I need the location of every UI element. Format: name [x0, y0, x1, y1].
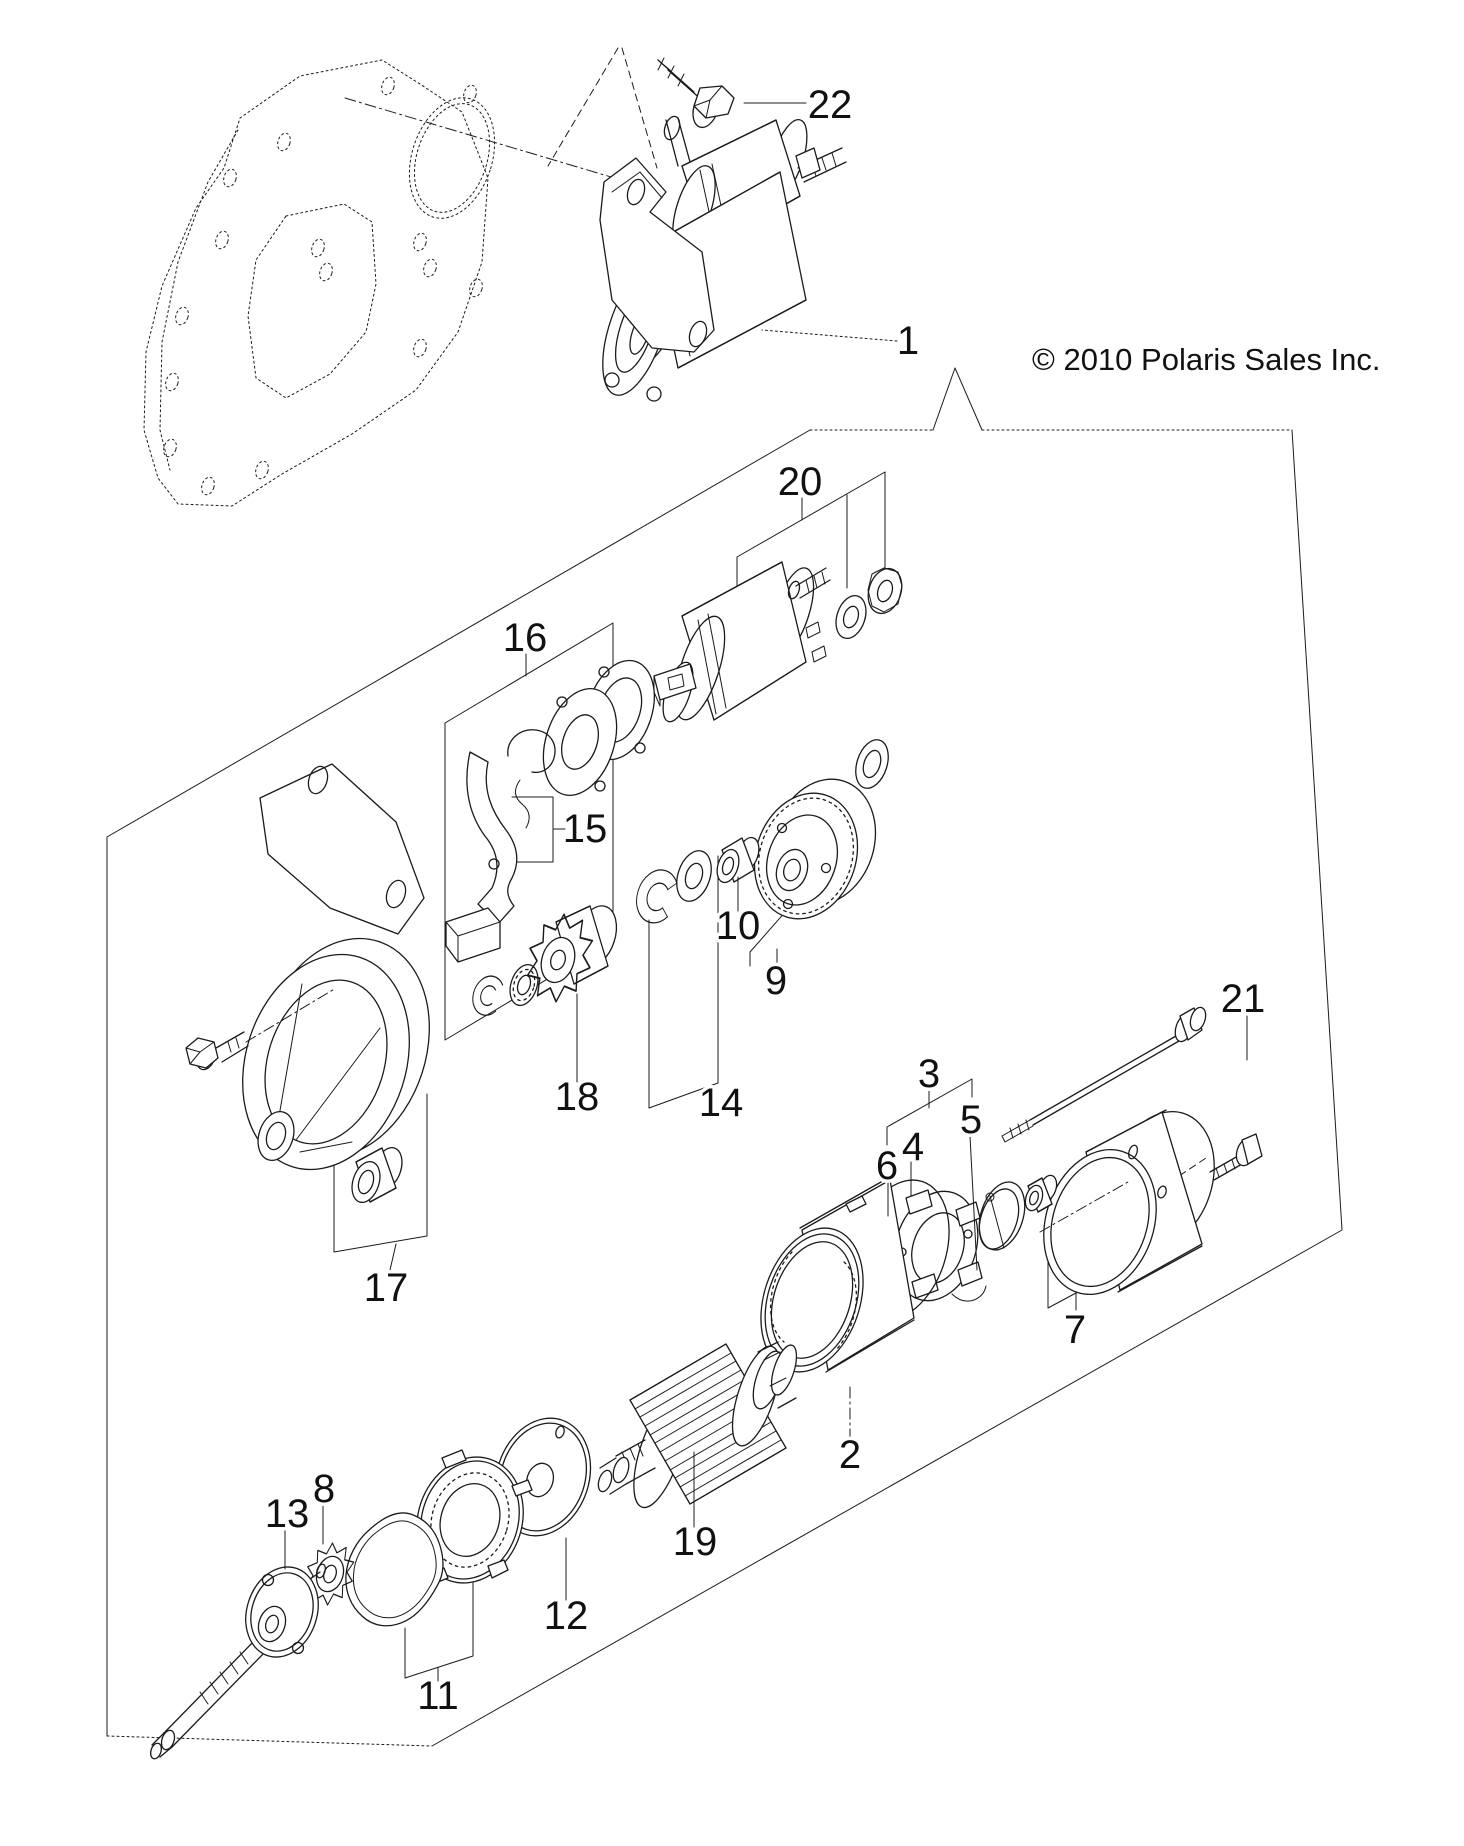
callout-4: 4	[901, 1125, 925, 1169]
washer-plates	[531, 652, 667, 805]
leader-1	[762, 330, 897, 341]
carrier-rear-washer	[850, 736, 894, 793]
callout-5: 5	[959, 1098, 983, 1142]
e-clip	[630, 865, 681, 927]
callout-19: 19	[672, 1520, 718, 1564]
shift-lever	[467, 730, 555, 924]
callout-17: 17	[363, 1266, 409, 1310]
callout-20: 20	[777, 460, 823, 504]
callout-3: 3	[917, 1052, 941, 1096]
armature	[596, 1341, 802, 1513]
bracket-15	[512, 797, 565, 862]
callout-16: 16	[502, 616, 548, 660]
callout-15: 15	[562, 807, 608, 851]
assembly-guide-lines	[345, 48, 657, 182]
pinion-knurl-collar	[505, 961, 543, 1009]
brush-lock-plate	[971, 1176, 1033, 1256]
copyright-notice: © 2010 Polaris Sales Inc.	[1032, 342, 1381, 377]
drive-end-housing	[216, 764, 457, 1191]
through-bolt	[1002, 1005, 1208, 1142]
gasket-bolt-holes	[162, 76, 485, 497]
solenoid-washer	[831, 592, 871, 642]
callout-10: 10	[715, 904, 761, 948]
callout-21: 21	[1220, 977, 1266, 1021]
callout-2: 2	[838, 1433, 862, 1477]
callout-18: 18	[554, 1075, 600, 1119]
callout-7: 7	[1063, 1308, 1087, 1352]
thrust-washer	[671, 846, 718, 905]
brush-rubber-block	[446, 908, 500, 962]
callout-13: 13	[264, 1492, 310, 1536]
callout-1: 1	[896, 319, 920, 363]
solenoid-nut	[863, 564, 908, 618]
callout-9: 9	[764, 959, 788, 1003]
callout-6: 6	[875, 1144, 899, 1188]
callout-14: 14	[698, 1081, 744, 1125]
callout-11: 11	[417, 1674, 459, 1718]
pinion-collar-ring	[468, 972, 506, 1018]
callout-22: 22	[807, 83, 853, 127]
output-shaft	[149, 1557, 330, 1760]
end-cap	[1026, 1098, 1231, 1309]
starter-assembly	[589, 114, 846, 403]
gasket-plate	[144, 60, 509, 506]
gear-carrier	[739, 766, 892, 933]
callout-12: 12	[543, 1594, 589, 1638]
solenoid	[654, 562, 830, 725]
callout-8: 8	[312, 1467, 336, 1511]
